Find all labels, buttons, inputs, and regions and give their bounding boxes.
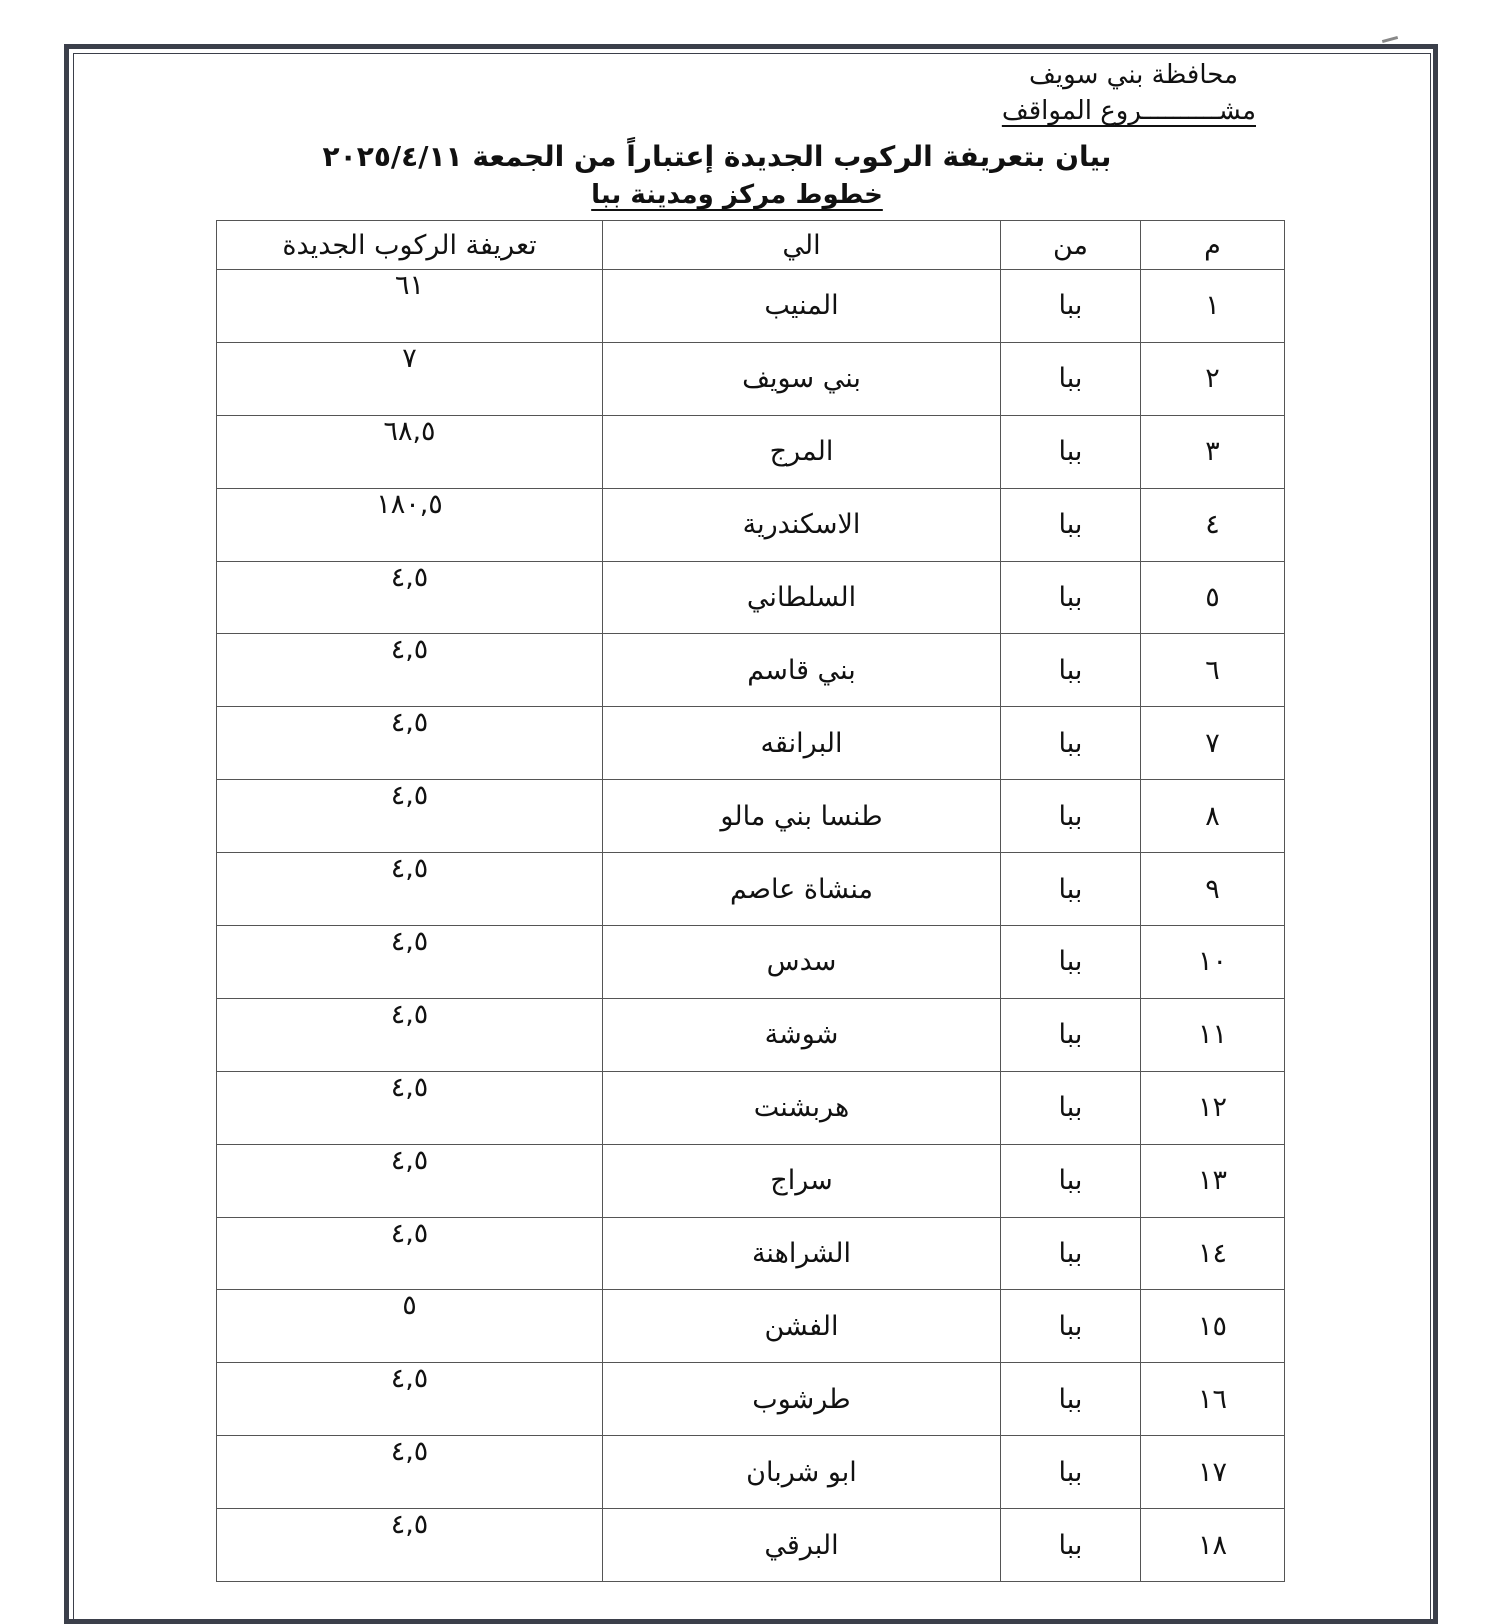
column-header-from: من <box>1001 221 1141 270</box>
row-to-cell: طرشوب <box>603 1363 1001 1436</box>
row-fare-cell: ٤,٥ <box>217 1144 603 1217</box>
column-header-fare: تعريفة الركوب الجديدة <box>217 221 603 270</box>
row-to-cell: الشراهنة <box>603 1217 1001 1290</box>
row-from-cell: ببا <box>1001 488 1141 561</box>
row-from-cell: ببا <box>1001 1217 1141 1290</box>
row-to-cell: شوشة <box>603 998 1001 1071</box>
row-to-cell: بني قاسم <box>603 634 1001 707</box>
row-fare-cell: ٤,٥ <box>217 1363 603 1436</box>
row-from-cell: ببا <box>1001 707 1141 780</box>
table-row <box>217 634 1285 707</box>
table-row <box>217 1071 1285 1144</box>
row-to-cell: البرقي <box>603 1509 1001 1582</box>
row-number-cell: ١١ <box>1141 998 1285 1071</box>
table-row <box>217 561 1285 634</box>
document-title: بيان بتعريفة الركوب الجديدة إعتباراً من الجمعة ٢٠٢٥/٤/١١ <box>322 140 1112 173</box>
column-header-number: م <box>1141 221 1285 270</box>
row-from-cell: ببا <box>1001 634 1141 707</box>
row-number-cell: ١٢ <box>1141 1071 1285 1144</box>
row-to-cell: سدس <box>603 926 1001 999</box>
table-row <box>217 853 1285 926</box>
row-from-cell: ببا <box>1001 780 1141 853</box>
table-row <box>217 1144 1285 1217</box>
row-number-cell: ١٣ <box>1141 1144 1285 1217</box>
row-to-cell: طنسا بني مالو <box>603 780 1001 853</box>
governorate-name: محافظة بني سويف <box>1029 60 1238 90</box>
row-fare-cell: ٧ <box>217 342 603 415</box>
table-row <box>217 998 1285 1071</box>
row-fare-cell: ٤,٥ <box>217 561 603 634</box>
row-number-cell: ٥ <box>1141 561 1285 634</box>
table-row <box>217 342 1285 415</box>
row-fare-cell: ٤,٥ <box>217 707 603 780</box>
row-fare-cell: ٤,٥ <box>217 926 603 999</box>
row-fare-cell: ٤,٥ <box>217 1071 603 1144</box>
row-fare-cell: ٥ <box>217 1290 603 1363</box>
row-from-cell: ببا <box>1001 1509 1141 1582</box>
table-row <box>217 926 1285 999</box>
row-number-cell: ٣ <box>1141 415 1285 488</box>
row-from-cell: ببا <box>1001 1071 1141 1144</box>
row-fare-cell: ٤,٥ <box>217 1217 603 1290</box>
row-from-cell: ببا <box>1001 1144 1141 1217</box>
row-number-cell: ١٨ <box>1141 1509 1285 1582</box>
row-number-cell: ٤ <box>1141 488 1285 561</box>
row-from-cell: ببا <box>1001 342 1141 415</box>
row-from-cell: ببا <box>1001 1290 1141 1363</box>
table-row <box>217 1363 1285 1436</box>
row-number-cell: ١٦ <box>1141 1363 1285 1436</box>
project-name: مشــــــــــروع المواقف <box>1001 96 1256 126</box>
row-from-cell: ببا <box>1001 1363 1141 1436</box>
row-to-cell: السلطاني <box>603 561 1001 634</box>
row-from-cell: ببا <box>1001 415 1141 488</box>
row-from-cell: ببا <box>1001 926 1141 999</box>
row-to-cell: الفشن <box>603 1290 1001 1363</box>
table-row <box>217 780 1285 853</box>
row-fare-cell: ٤,٥ <box>217 998 603 1071</box>
row-number-cell: ٧ <box>1141 707 1285 780</box>
row-number-cell: ١٥ <box>1141 1290 1285 1363</box>
table-row <box>217 415 1285 488</box>
scan-mark <box>1382 36 1398 43</box>
table-row <box>217 1217 1285 1290</box>
row-to-cell: المرج <box>603 415 1001 488</box>
row-from-cell: ببا <box>1001 853 1141 926</box>
row-fare-cell: ٦١ <box>217 270 603 343</box>
document-subtitle: خطوط مركز ومدينة ببا <box>591 180 883 210</box>
row-from-cell: ببا <box>1001 270 1141 343</box>
fares-table <box>216 220 1285 1582</box>
row-from-cell: ببا <box>1001 561 1141 634</box>
row-number-cell: ٦ <box>1141 634 1285 707</box>
table-row <box>217 707 1285 780</box>
row-number-cell: ١٠ <box>1141 926 1285 999</box>
row-to-cell: منشاة عاصم <box>603 853 1001 926</box>
row-to-cell: المنيب <box>603 270 1001 343</box>
table-row <box>217 1290 1285 1363</box>
table-header-row <box>217 221 1285 270</box>
row-number-cell: ١٤ <box>1141 1217 1285 1290</box>
row-fare-cell: ١٨٠,٥ <box>217 488 603 561</box>
row-number-cell: ٢ <box>1141 342 1285 415</box>
row-number-cell: ٩ <box>1141 853 1285 926</box>
row-fare-cell: ٤,٥ <box>217 853 603 926</box>
row-from-cell: ببا <box>1001 998 1141 1071</box>
row-number-cell: ١٧ <box>1141 1436 1285 1509</box>
row-number-cell: ٨ <box>1141 780 1285 853</box>
row-to-cell: هربشنت <box>603 1071 1001 1144</box>
row-to-cell: الاسكندرية <box>603 488 1001 561</box>
row-from-cell: ببا <box>1001 1436 1141 1509</box>
row-fare-cell: ٦٨,٥ <box>217 415 603 488</box>
row-to-cell: بني سويف <box>603 342 1001 415</box>
row-to-cell: البرانقه <box>603 707 1001 780</box>
row-fare-cell: ٤,٥ <box>217 780 603 853</box>
row-to-cell: ابو شربان <box>603 1436 1001 1509</box>
table-row <box>217 488 1285 561</box>
row-to-cell: سراج <box>603 1144 1001 1217</box>
row-fare-cell: ٤,٥ <box>217 1436 603 1509</box>
table-body <box>217 270 1285 1582</box>
table-row <box>217 1509 1285 1582</box>
table-row <box>217 270 1285 343</box>
column-header-to: الي <box>603 221 1001 270</box>
table-row <box>217 1436 1285 1509</box>
row-number-cell: ١ <box>1141 270 1285 343</box>
row-fare-cell: ٤,٥ <box>217 1509 603 1582</box>
row-fare-cell: ٤,٥ <box>217 634 603 707</box>
